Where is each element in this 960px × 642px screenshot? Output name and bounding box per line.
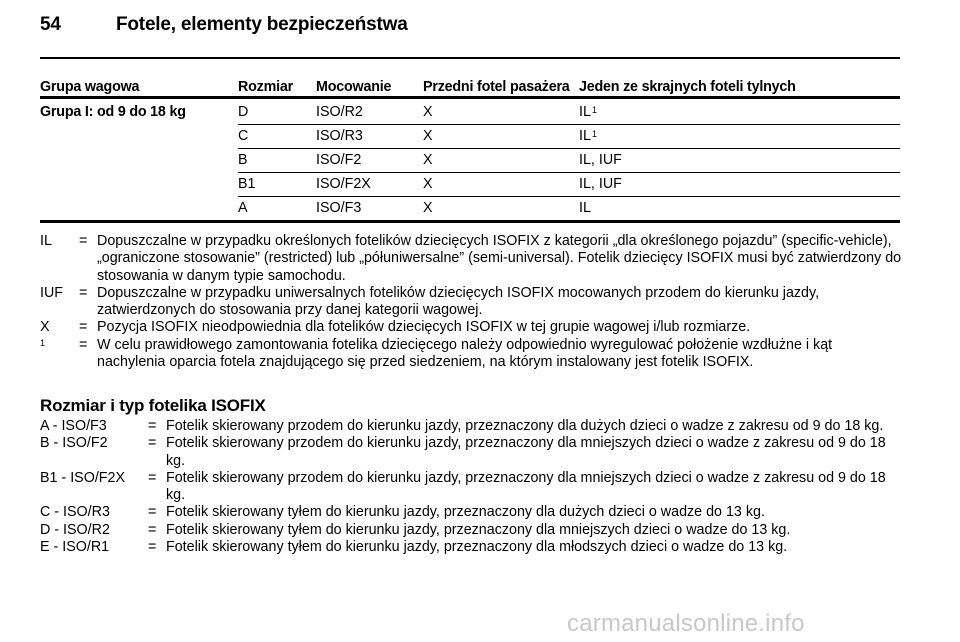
- size-text: Fotelik skierowany tyłem do kierunku jazdy, przeznaczony dla dużych dzieci o wadze do 13 kg.: [166, 504, 765, 521]
- front-seat-cell: X: [423, 152, 433, 168]
- size-key: C - ISO/R3: [40, 504, 110, 521]
- size-key: B - ISO/F2: [40, 435, 108, 452]
- mount-cell: ISO/F2X: [316, 176, 371, 192]
- table-bottom-rule: [40, 220, 900, 223]
- header-rule: [40, 57, 900, 59]
- list-item: [40, 522, 902, 539]
- size-cell: C: [238, 128, 249, 144]
- size-cell: B: [238, 152, 248, 168]
- rear-seat-cell: IL, IUF: [579, 152, 622, 168]
- watermark-text: carmanualsonline.info: [567, 610, 805, 637]
- rear-seat-value: IL: [579, 104, 591, 120]
- definition-text: Dopuszczalne w przypadku określonych fotelików dziecięcych ISOFIX z kategorii „dla określonego pojazdu” (specific-vehicle), „ograniczone stosowanie” (restricted) lub „półuniwersalne” (semi-universal). Fotelik dziecięcy ISOFIX musi być zatwierdzony do stosowania w danym typie samochodu.: [97, 233, 902, 284]
- table-row: [40, 197, 900, 221]
- mount-cell: ISO/F2: [316, 152, 362, 168]
- definition-equals: =: [79, 336, 88, 353]
- weight-group-cell: Grupa I: od 9 do 18 kg: [40, 104, 186, 120]
- mount-cell: ISO/R2: [316, 104, 363, 120]
- size-text: Fotelik skierowany tyłem do kierunku jazdy, przeznaczony dla mniejszych dzieci o wadze do 13 kg.: [166, 521, 791, 538]
- size-definitions: [40, 418, 902, 556]
- column-header-mounting: Mocowanie: [316, 79, 392, 95]
- size-equals: =: [148, 418, 157, 434]
- page-title: Fotele, elementy bezpieczeństwa: [116, 14, 408, 35]
- footnote-marker: 1: [591, 105, 597, 115]
- definition-text: Dopuszczalne w przypadku uniwersalnych fotelików dziecięcych ISOFIX mocowanych przodem do kierunku jazdy, zatwierdzonych do stosowania przy danej kategorii wagowej.: [97, 284, 820, 319]
- list-item: [40, 233, 902, 285]
- legend-definitions: [40, 233, 902, 371]
- list-item: [40, 285, 902, 320]
- definition-key: IUF: [40, 284, 64, 301]
- list-item: [40, 418, 902, 435]
- size-cell: D: [238, 104, 249, 120]
- isofix-table: [40, 77, 900, 221]
- size-text: Fotelik skierowany przodem do kierunku jazdy, przeznaczony dla dużych dzieci o wadze z zakresu od 9 do 18 kg.: [166, 418, 884, 434]
- front-seat-cell: X: [423, 104, 433, 120]
- column-header-front-seat: Przedni fotel pasażera: [423, 79, 570, 95]
- rear-seat-cell: IL, IUF: [579, 176, 622, 192]
- table-row: [40, 149, 900, 173]
- list-item: [40, 504, 902, 521]
- definition-equals: =: [79, 284, 88, 301]
- size-key: B1 - ISO/F2X: [40, 469, 126, 486]
- table-row: [40, 173, 900, 197]
- list-item: [40, 470, 902, 505]
- size-text: Fotelik skierowany tyłem do kierunku jazdy, przeznaczony dla młodszych dzieci o wadze do 13 kg.: [166, 539, 788, 556]
- footnote-marker: 1: [591, 129, 597, 139]
- table-header-row: [40, 77, 900, 101]
- rear-seat-cell: [579, 128, 597, 144]
- list-item: [40, 539, 902, 556]
- front-seat-cell: X: [423, 176, 433, 192]
- size-equals: =: [148, 539, 157, 556]
- mount-cell: ISO/F3: [316, 200, 362, 216]
- size-equals: =: [148, 469, 157, 486]
- definition-text: W celu prawidłowego zamontowania fotelika dziecięcego należy odpowiednio wyregulować położenie wzdłużne i kąt nachylenia oparcia fotela znajdującego się przed siedzeniem, na którym instalowany jest fotelik ISOFIX.: [97, 336, 833, 371]
- rear-seat-value: IL: [579, 128, 591, 144]
- size-equals: =: [148, 521, 157, 538]
- list-item: [40, 337, 902, 372]
- size-text: Fotelik skierowany przodem do kierunku jazdy, przeznaczony dla mniejszych dzieci o wadze z zakresu od 9 do 18 kg.: [166, 469, 886, 504]
- table-row: [40, 101, 900, 125]
- definition-key: X: [40, 319, 50, 336]
- definition-text: Pozycja ISOFIX nieodpowiednia dla fotelików dziecięcych ISOFIX w tej grupie wagowej i/lub rozmiarze.: [97, 319, 751, 336]
- column-header-weight-group: Grupa wagowa: [40, 79, 140, 95]
- size-equals: =: [148, 435, 157, 452]
- size-cell: A: [238, 200, 248, 216]
- size-cell: B1: [238, 176, 256, 192]
- size-key: E - ISO/R1: [40, 539, 110, 556]
- definition-equals: =: [79, 319, 88, 336]
- page-header: [40, 14, 900, 44]
- size-text: Fotelik skierowany przodem do kierunku jazdy, przeznaczony dla mniejszych dzieci o wadze z zakresu od 9 do 18 kg.: [166, 435, 886, 469]
- column-header-rear-seat: Jeden ze skrajnych foteli tylnych: [579, 79, 796, 95]
- column-header-size: Rozmiar: [238, 79, 294, 95]
- mount-cell: ISO/R3: [316, 128, 363, 144]
- page-number: 54: [40, 14, 61, 35]
- rear-seat-cell: [579, 104, 597, 120]
- table-header-rule: [40, 96, 900, 99]
- definition-equals: =: [79, 233, 88, 249]
- front-seat-cell: X: [423, 128, 433, 144]
- rear-seat-cell: IL: [579, 200, 591, 216]
- section-title: Rozmiar i typ fotelika ISOFIX: [40, 396, 266, 415]
- definition-key-footnote: 1: [40, 337, 46, 348]
- list-item: [40, 319, 902, 336]
- size-equals: =: [148, 504, 157, 521]
- size-key: A - ISO/F3: [40, 418, 107, 434]
- definition-key: IL: [40, 233, 52, 249]
- table-row: [40, 125, 900, 149]
- size-key: D - ISO/R2: [40, 521, 110, 538]
- list-item: [40, 435, 902, 470]
- front-seat-cell: X: [423, 200, 433, 216]
